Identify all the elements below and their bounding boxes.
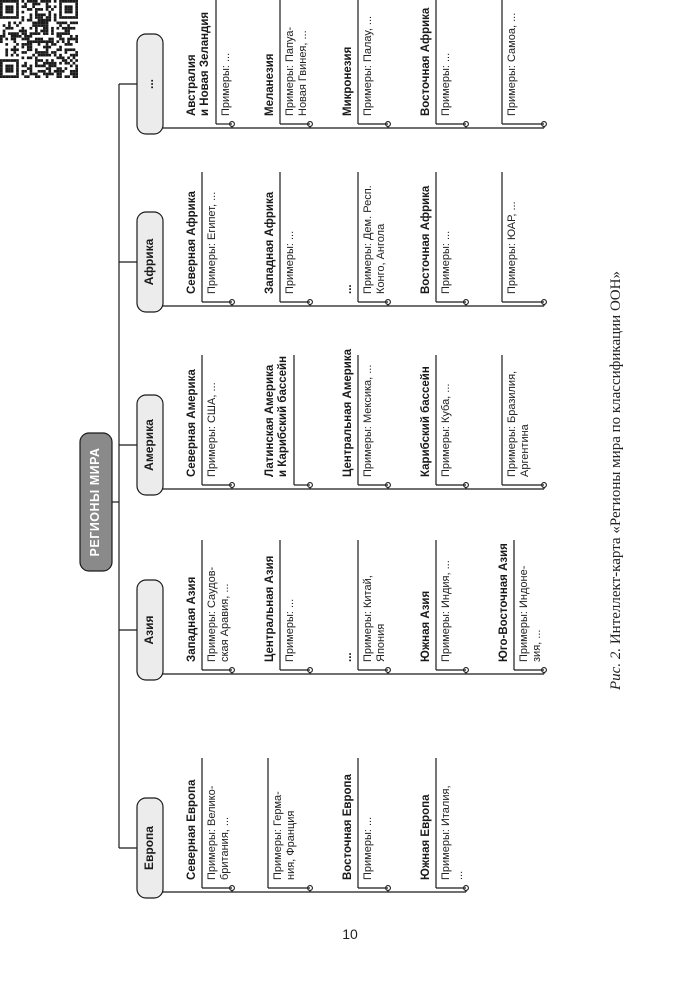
category-label: Центральная Азия: [264, 555, 276, 662]
category-label: Южная Азия: [420, 590, 432, 662]
category-label: Северная Америка: [186, 369, 198, 477]
region-label: Африка: [142, 238, 156, 286]
category-label: Западная Африка: [264, 191, 276, 294]
category-label: Центральная Америка: [342, 348, 354, 477]
category-label: Юго-Восточная Азия: [498, 543, 510, 662]
category-label: Северная Африка: [186, 191, 198, 294]
category-label: ...: [342, 652, 354, 662]
examples-text: Примеры: ...: [284, 598, 296, 662]
caption-text: Интеллект-карта «Регионы мира по классификации ООН»: [608, 271, 624, 645]
qr-code-icon: [0, 0, 78, 78]
examples-text: Примеры: ...: [440, 52, 452, 116]
examples-text: Примеры: Велико- британия, ...: [206, 785, 231, 880]
region-label: Европа: [142, 826, 156, 870]
examples-text: Примеры: Индоне- зия, ...: [518, 565, 543, 662]
category-label: Западная Азия: [186, 576, 198, 662]
category-label: Латинская Америка и Карибский бассейн: [264, 355, 289, 477]
examples-text: Примеры: Куба, ...: [440, 383, 452, 477]
category-label: Восточная Африка: [420, 7, 432, 116]
examples-text: Примеры: Индия, ...: [440, 560, 452, 662]
region-label: ...: [142, 79, 156, 90]
examples-text: Примеры: Дем. Респ. Конго, Ангола: [362, 185, 387, 294]
caption-prefix: Рис. 2.: [608, 647, 624, 690]
examples-text: Примеры: США, ...: [206, 382, 218, 477]
examples-text: Примеры: ...: [440, 230, 452, 294]
examples-text: Примеры: Саудов- ская Аравия, ...: [206, 566, 231, 662]
category-label: Австралия и Новая Зеландия: [186, 11, 211, 116]
examples-text: Примеры: Палау, ...: [362, 15, 374, 116]
category-label: Меланезия: [264, 53, 276, 116]
category-label: Восточная Европа: [342, 774, 354, 880]
examples-text: Примеры: ...: [362, 816, 374, 880]
category-label: Южная Европа: [420, 794, 432, 880]
root-label: РЕГИОНЫ МИРА: [88, 447, 102, 557]
examples-text: Примеры: Герма- ния, Франция: [272, 791, 297, 880]
examples-text: Примеры: Бразилия, Аргентина: [506, 370, 531, 477]
page-number: 10: [342, 926, 358, 942]
examples-text: Примеры: ЮАР, ...: [506, 201, 518, 294]
region-label: Азия: [142, 615, 156, 645]
category-label: Карибский бассейн: [420, 366, 432, 477]
category-label: ...: [342, 284, 354, 294]
examples-text: Примеры: Египет, ...: [206, 191, 218, 294]
examples-text: Примеры: Мексика, ...: [362, 364, 374, 477]
category-label: Микронезия: [342, 46, 354, 116]
category-label: Восточная Африка: [420, 185, 432, 294]
examples-text: Примеры: Италия, ...: [440, 785, 465, 880]
region-label: Америка: [142, 419, 156, 471]
examples-text: Примеры: ...: [220, 52, 232, 116]
examples-text: Примеры: Китай, Япония: [362, 575, 387, 662]
examples-text: Примеры: ...: [284, 230, 296, 294]
examples-text: Примеры: Самоа, ...: [506, 12, 518, 116]
category-label: Северная Европа: [186, 779, 198, 880]
examples-text: Примеры: Папуа- Новая Гвинея, ...: [284, 26, 309, 116]
